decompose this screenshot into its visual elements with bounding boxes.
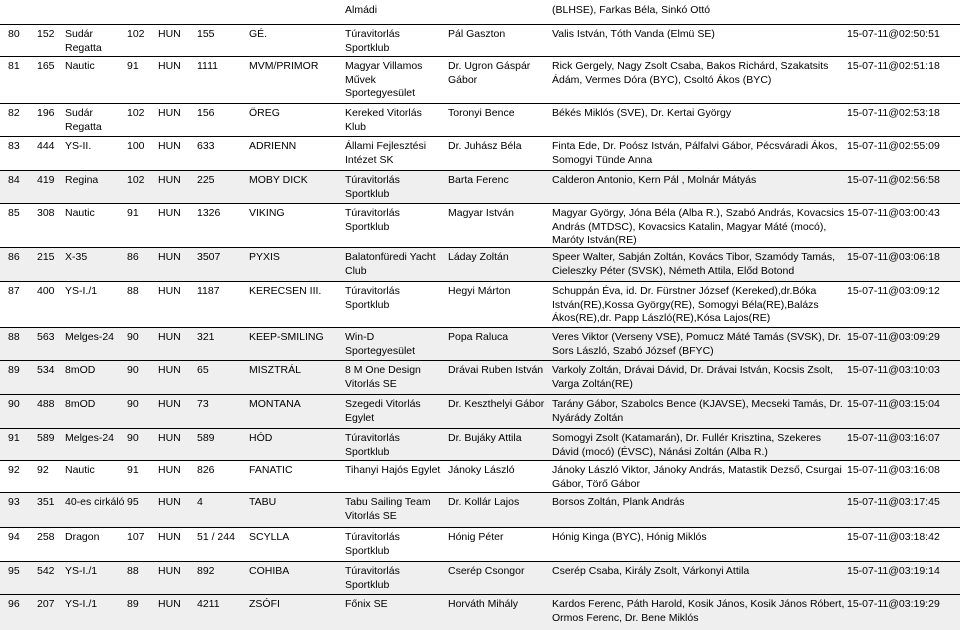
- cell-crew: Jánoky László Viktor, Jánoky András, Matastik Dezső, Csurgai Gábor, Törő Gábor: [552, 464, 842, 490]
- cell-yacht-name: SCYLLA: [249, 531, 290, 543]
- cell-class: Nautic: [65, 207, 95, 219]
- cell-nation: HUN: [158, 496, 181, 508]
- cell-yacht-name: MVM/PRIMOR: [249, 60, 319, 72]
- cell-rank: 85: [8, 207, 20, 219]
- cell-boat-number: 196: [37, 107, 55, 119]
- cell-boat-number: 542: [37, 565, 55, 577]
- cell-crew: Valis István, Tóth Vanda (Elmü SE): [552, 28, 715, 40]
- cell-yacht-name: MISZTRÁL: [249, 364, 301, 376]
- cell-nation: HUN: [158, 285, 181, 297]
- cell-nation: HUN: [158, 464, 181, 476]
- cell-club: Tihanyi Hajós Egylet: [345, 464, 441, 476]
- cell-sail-number: 3507: [197, 251, 221, 263]
- table-row: [0, 394, 960, 429]
- cell-skipper: Horváth Mihály: [448, 598, 519, 610]
- header-crew-fragment: (BLHSE), Farkas Béla, Sinkó Ottó: [552, 4, 711, 16]
- cell-yacht-name: VIKING: [249, 207, 285, 219]
- cell-rank: 88: [8, 331, 20, 343]
- cell-crew: Calderon Antonio, Kern Pál , Molnár Mátyás: [552, 174, 757, 186]
- cell-yardstick: 88: [127, 565, 139, 577]
- cell-yardstick: 88: [127, 285, 139, 297]
- cell-skipper: Láday Zoltán: [448, 251, 509, 263]
- cell-crew: Tarány Gábor, Szabolcs Bence (KJAVSE), Mecseki Tamás, Dr. Nyárády Zoltán: [552, 398, 843, 424]
- cell-sail-number: 633: [197, 140, 215, 152]
- cell-skipper: Magyar István: [448, 207, 514, 219]
- table-row: [0, 594, 960, 630]
- cell-finish-time: 15-07-11@02:55:09: [847, 140, 940, 152]
- cell-yardstick: 86: [127, 251, 139, 263]
- cell-skipper: Toronyi Bence: [448, 107, 515, 119]
- cell-yardstick: 102: [127, 28, 145, 40]
- cell-class: Dragon: [65, 531, 100, 543]
- cell-sail-number: 1111: [197, 60, 219, 72]
- cell-finish-time: 15-07-11@02:56:58: [847, 174, 940, 186]
- cell-yardstick: 100: [127, 140, 145, 152]
- table-row: [0, 561, 960, 595]
- cell-class: 8mOD: [65, 364, 96, 376]
- cell-nation: HUN: [158, 598, 181, 610]
- cell-skipper: Jánoky László: [448, 464, 515, 476]
- cell-sail-number: 1326: [197, 207, 221, 219]
- cell-finish-time: 15-07-11@03:09:29: [847, 331, 940, 343]
- cell-rank: 93: [8, 496, 20, 508]
- cell-yacht-name: ZSÓFI: [249, 598, 280, 610]
- cell-finish-time: 15-07-11@02:50:51: [847, 28, 940, 40]
- cell-rank: 83: [8, 140, 20, 152]
- cell-finish-time: 15-07-11@03:17:45: [847, 496, 940, 508]
- table-row: [0, 428, 960, 461]
- cell-boat-number: 351: [37, 496, 55, 508]
- cell-yacht-name: KERECSEN III.: [249, 285, 322, 297]
- cell-class: Nautic: [65, 464, 95, 476]
- cell-club: Kereked Vitorlás Klub: [345, 107, 422, 133]
- cell-finish-time: 15-07-11@02:51:18: [847, 60, 940, 72]
- table-row: [0, 327, 960, 361]
- cell-crew: Schuppán Éva, id. Dr. Fürstner József (Kereked),dr.Bóka István(RE),Kossa György(RE), Somogyi Béla(RE),Balázs Ákos(RE),dr. Papp László(RE),Kósa Lajos(RE): [552, 285, 819, 324]
- cell-club: Win-D Sportegyesület: [345, 331, 416, 357]
- cell-boat-number: 534: [37, 364, 55, 376]
- cell-club: Állami Fejlesztési Intézet SK: [345, 140, 427, 166]
- cell-crew: Rick Gergely, Nagy Zsolt Csaba, Bakos Richárd, Szakatsits Ádám, Vermes Dóra (BYC), Csoltó Ákos (BYC): [552, 60, 829, 86]
- cell-rank: 87: [8, 285, 20, 297]
- cell-yardstick: 89: [127, 598, 139, 610]
- cell-class: Regina: [65, 174, 99, 186]
- cell-skipper: Barta Ferenc: [448, 174, 509, 186]
- cell-rank: 96: [8, 598, 20, 610]
- cell-boat-number: 165: [37, 60, 55, 72]
- cell-yardstick: 90: [127, 398, 139, 410]
- cell-club: Túravitorlás Sportklub: [345, 531, 400, 557]
- cell-club: Túravitorlás Sportklub: [345, 432, 400, 458]
- cell-crew: Veres Viktor (Verseny VSE), Pomucz Máté Tamás (SVSK), Dr. Sors László, Szabó József (BFYC): [552, 331, 842, 357]
- cell-club: Magyar Villamos Művek Sportegyesület: [345, 60, 423, 99]
- cell-nation: HUN: [158, 331, 181, 343]
- table-row: [0, 103, 960, 137]
- cell-boat-number: 419: [37, 174, 55, 186]
- cell-crew: Hónig Kinga (BYC), Hónig Miklós: [552, 531, 707, 543]
- cell-yardstick: 91: [127, 207, 139, 219]
- cell-skipper: Dr. Keszthelyi Gábor: [448, 398, 545, 410]
- table-row: [0, 492, 960, 528]
- cell-rank: 86: [8, 251, 20, 263]
- cell-crew: Finta Ede, Dr. Poósz István, Pálfalvi Gábor, Pécsváradi Ákos, Somogyi Tünde Anna: [552, 140, 838, 166]
- cell-club: Szegedi Vitorlás Egylet: [345, 398, 421, 424]
- cell-finish-time: 15-07-11@03:09:12: [847, 285, 940, 297]
- cell-class: YS-I./1: [65, 565, 98, 577]
- cell-class: Melges-24: [65, 432, 115, 444]
- cell-yacht-name: MONTANA: [249, 398, 301, 410]
- cell-sail-number: 156: [197, 107, 215, 119]
- cell-finish-time: 15-07-11@03:10:03: [847, 364, 940, 376]
- cell-yacht-name: TABU: [249, 496, 277, 508]
- cell-sail-number: 155: [197, 28, 215, 40]
- cell-yacht-name: FANATIC: [249, 464, 293, 476]
- cell-skipper: Popa Raluca: [448, 331, 509, 343]
- cell-skipper: Drávai Ruben István: [448, 364, 544, 376]
- cell-rank: 84: [8, 174, 20, 186]
- cell-club: Túravitorlás Sportklub: [345, 174, 400, 200]
- cell-yacht-name: COHIBA: [249, 565, 290, 577]
- cell-sail-number: 321: [197, 331, 215, 343]
- cell-rank: 91: [8, 432, 20, 444]
- cell-yardstick: 91: [127, 464, 139, 476]
- cell-sail-number: 225: [197, 174, 215, 186]
- cell-boat-number: 308: [37, 207, 55, 219]
- cell-boat-number: 258: [37, 531, 55, 543]
- table-row: [0, 203, 960, 248]
- cell-yardstick: 90: [127, 331, 139, 343]
- cell-club: Túravitorlás Sportklub: [345, 28, 400, 54]
- cell-yacht-name: MOBY DICK: [249, 174, 308, 186]
- cell-club: Főnix SE: [345, 598, 388, 610]
- cell-nation: HUN: [158, 140, 181, 152]
- cell-class: 40-es cirkáló: [65, 496, 125, 508]
- cell-finish-time: 15-07-11@03:18:42: [847, 531, 940, 543]
- table-row: [0, 247, 960, 282]
- cell-nation: HUN: [158, 565, 181, 577]
- cell-finish-time: 15-07-11@03:19:29: [847, 598, 940, 610]
- cell-skipper: Dr. Bujáky Attila: [448, 432, 522, 444]
- cell-class: YS-I./1: [65, 598, 98, 610]
- cell-class: YS-I./1: [65, 285, 98, 297]
- cell-club: Tabu Sailing Team Vitorlás SE: [345, 496, 431, 522]
- cell-skipper: Hegyi Márton: [448, 285, 511, 297]
- cell-club: 8 M One Design Vitorlás SE: [345, 364, 421, 390]
- cell-class: 8mOD: [65, 398, 96, 410]
- cell-rank: 89: [8, 364, 20, 376]
- cell-boat-number: 589: [37, 432, 55, 444]
- cell-yardstick: 91: [127, 60, 139, 72]
- cell-yardstick: 102: [127, 174, 145, 186]
- cell-crew: Varkoly Zoltán, Drávai Dávid, Dr. Drávai István, Kocsis Zsolt, Varga Zoltán(RE): [552, 364, 834, 390]
- cell-finish-time: 15-07-11@03:00:43: [847, 207, 940, 219]
- cell-nation: HUN: [158, 28, 181, 40]
- cell-sail-number: 65: [197, 364, 209, 376]
- cell-club: Túravitorlás Sportklub: [345, 565, 400, 591]
- cell-yacht-name: PYXIS: [249, 251, 280, 263]
- cell-crew: Kardos Ferenc, Páth Harold, Kosik János, Kosik János Róbert, Ormos Ferenc, Dr. Bene Miklós: [552, 598, 845, 624]
- cell-yardstick: 107: [127, 531, 145, 543]
- cell-finish-time: 15-07-11@03:15:04: [847, 398, 940, 410]
- cell-rank: 92: [8, 464, 20, 476]
- cell-skipper: Dr. Juhász Béla: [448, 140, 522, 152]
- cell-yardstick: 90: [127, 432, 139, 444]
- cell-boat-number: 400: [37, 285, 55, 297]
- cell-skipper: Dr. Ugron Gáspár Gábor: [448, 60, 531, 86]
- cell-yardstick: 95: [127, 496, 139, 508]
- cell-sail-number: 1187: [197, 285, 220, 297]
- cell-sail-number: 589: [197, 432, 215, 444]
- cell-rank: 94: [8, 531, 20, 543]
- table-row: [0, 527, 960, 562]
- cell-yardstick: 90: [127, 364, 139, 376]
- cell-yardstick: 102: [127, 107, 145, 119]
- cell-class: Nautic: [65, 60, 95, 72]
- cell-nation: HUN: [158, 60, 181, 72]
- cell-finish-time: 15-07-11@03:16:07: [847, 432, 940, 444]
- cell-nation: HUN: [158, 174, 181, 186]
- cell-crew: Békés Miklós (SVE), Dr. Kertai György: [552, 107, 732, 119]
- cell-finish-time: 15-07-11@03:06:18: [847, 251, 940, 263]
- cell-skipper: Pál Gaszton: [448, 28, 506, 40]
- table-row: [0, 170, 960, 204]
- cell-club: Túravitorlás Sportklub: [345, 207, 400, 233]
- cell-nation: HUN: [158, 531, 181, 543]
- cell-nation: HUN: [158, 251, 181, 263]
- cell-club: Túravitorlás Sportklub: [345, 285, 400, 311]
- cell-boat-number: 215: [37, 251, 55, 263]
- cell-skipper: Dr. Kollár Lajos: [448, 496, 520, 508]
- cell-sail-number: 4211: [197, 598, 220, 610]
- cell-yacht-name: ADRIENN: [249, 140, 297, 152]
- cell-crew: Magyar György, Jóna Béla (Alba R.), Szabó András, Kovacsics András (MTDSC), Kovacsics Katalin, Magyar Máté (mocó), Maróty István(RE): [552, 207, 845, 246]
- cell-rank: 80: [8, 28, 20, 40]
- table-row: [0, 56, 960, 104]
- cell-rank: 82: [8, 107, 20, 119]
- cell-sail-number: 51 / 244: [197, 531, 235, 543]
- cell-boat-number: 207: [37, 598, 55, 610]
- header-club-fragment: Almádi: [345, 4, 378, 16]
- cell-class: Sudár Regatta: [65, 28, 102, 54]
- cell-sail-number: 4: [197, 496, 203, 508]
- cell-rank: 95: [8, 565, 20, 577]
- table-row: [0, 281, 960, 328]
- cell-boat-number: 92: [37, 464, 49, 476]
- cell-class: YS-II.: [65, 140, 92, 152]
- cell-rank: 90: [8, 398, 20, 410]
- cell-class: Sudár Regatta: [65, 107, 102, 133]
- cell-rank: 81: [8, 60, 20, 72]
- cell-yacht-name: KEEP-SMILING: [249, 331, 324, 343]
- cell-sail-number: 826: [197, 464, 215, 476]
- cell-crew: Borsos Zoltán, Plank András: [552, 496, 685, 508]
- cell-crew: Somogyi Zsolt (Katamarán), Dr. Fullér Krisztina, Szekeres Dávid (mocó) (ÉVSC), Nánási Zoltán (Alba R.): [552, 432, 822, 458]
- table-row: [0, 360, 960, 395]
- cell-nation: HUN: [158, 207, 181, 219]
- cell-nation: HUN: [158, 432, 181, 444]
- cell-class: X-35: [65, 251, 88, 263]
- cell-sail-number: 892: [197, 565, 215, 577]
- cell-boat-number: 152: [37, 28, 55, 40]
- cell-crew: Speer Walter, Sabján Zoltán, Kovács Tibor, Szamódy Tamás, Cieleszky Péter (SVSK), Németh Attila, Előd Botond: [552, 251, 836, 277]
- cell-class: Melges-24: [65, 331, 115, 343]
- cell-boat-number: 563: [37, 331, 55, 343]
- cell-club: Balatonfüredi Yacht Club: [345, 251, 436, 277]
- cell-yacht-name: GÉ.: [249, 28, 268, 40]
- cell-crew: Cserép Csaba, Király Zsolt, Várkonyi Attila: [552, 565, 750, 577]
- cell-finish-time: 15-07-11@03:19:14: [847, 565, 940, 577]
- table-row: [0, 136, 960, 171]
- cell-finish-time: 15-07-11@03:16:08: [847, 464, 940, 476]
- cell-nation: HUN: [158, 398, 181, 410]
- cell-boat-number: 444: [37, 140, 55, 152]
- cell-finish-time: 15-07-11@02:53:18: [847, 107, 940, 119]
- cell-yacht-name: HÓD: [249, 432, 273, 444]
- cell-nation: HUN: [158, 107, 181, 119]
- cell-sail-number: 73: [197, 398, 209, 410]
- cell-skipper: Hónig Péter: [448, 531, 504, 543]
- cell-yacht-name: ÖREG: [249, 107, 280, 119]
- table-row: [0, 24, 960, 57]
- table-row: [0, 460, 960, 493]
- cell-skipper: Cserép Csongor: [448, 565, 525, 577]
- cell-nation: HUN: [158, 364, 181, 376]
- cell-boat-number: 488: [37, 398, 55, 410]
